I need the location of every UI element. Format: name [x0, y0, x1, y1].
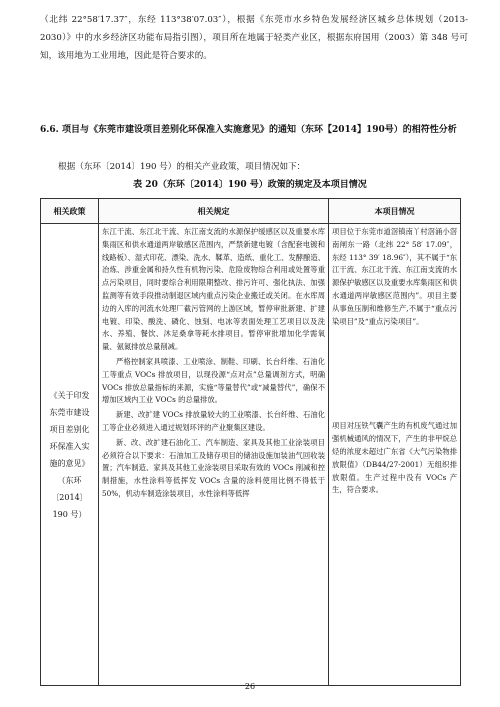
intro-text: （北纬 22°58′17.37″，东经 113°38′07.03″），根据《东莞市水乡特色发展经济区城乡总体规划（2013-2030）》中的水乡经济区功能布局指引图），项目所在地属于轻类产业区，根据东府国用（2003）第 348 号可知，该用地为工业用地，因此是符合要求的。: [40, 15, 468, 61]
lead-paragraph: [40, 158, 468, 176]
lead-text: 根据（东环〔2014〕190 号）的相关产业政策，项目情况如下：: [58, 162, 306, 172]
table-caption: 表 20（东环〔2014〕190 号）政策的规定及本项目情况: [133, 180, 367, 190]
regulation-item: 严格控制家具喷漆、工业喷涂、制鞋、印刷、长台纤维、石油化工等重点 VOCs 排放项目，以现役源“点对点”总量调剂方式，明确 VOCs 排放总量指标的来源，实施“等量替代”或“减量替代”，确保不增加区域内工业 VOCs 的总量排放。: [102, 356, 325, 405]
section-number: 6.6.: [40, 125, 59, 135]
policy-cell: [41, 224, 99, 686]
regulation-item: 新、改、改扩建石油化工、汽车制造、家具及其他工业涂装项目必须符合以下要求：石油加工及储存项目的储油设施加装油气回收装置；汽车制造、家具及其他工业涂装项目采取有效的 VOCs 削减和控制措施，水性涂料等低挥发 VOCs 含量的涂料使用比例不得低于 50%，机动车制造涂装项目，水性涂料等低挥: [102, 437, 325, 498]
table-row: [41, 224, 461, 686]
situation-cell: [329, 224, 461, 686]
section-title: 项目与《东莞市建设项目差别化环保准入实施意见》的通知（东环【2014】190号）的相符性分析: [61, 125, 457, 135]
header-policy: 相关政策: [41, 199, 99, 224]
regulation-item: 东江干流、东江北干流、东江南支流的水源保护缓感区以及重要水库集雨区和供水通道两岸敏感区范围内，严禁新建电镀（含配套电镀和线路板）、湿式印花、漂染、洗水、鞣革、造纸、重化工、发酵酿造、冶炼、涉重金属和持久性有机物污染、危险废物综合利用或处置等重点污染项目，同时要综合利用限期整改、排污许可、强化执法、加强监测等有效手段推动制退区域内重点污染企业搬迁或关闭。在水库周边的入库的河流水处理厂截污管网的上游区域，暂停审批新建、扩建电镀、印染、酸洗、磷化、蚀刻、电冰等表面处理工艺项目以及洗水、养殖、餐饮、沐足桑拿等耗水排项目。暂停审批增加化学需氧量、氨氮排放总量削减。: [102, 227, 325, 352]
situation-item: 项目对压铁气囊产生的有机废气通过加强机械通风的情况下，产生的非甲烷总烃的浓度未超过广东省《大气污染物排放限值》（DB44/27-2001）无组织排放限值。生产过程中没有 VOCs 产生，符合要求。: [332, 421, 457, 495]
section-heading: [40, 121, 468, 139]
situation-item: 项目位于东莞市道滘镇南丫村滘涌小滘南闸东一路（北纬 22° 58′ 17.09″，东经 113° 39′ 18.96″），其不属于“东江干流、东江北干流、东江南支流的水源保护敏感区以及重要水库集雨区和供水通道两岸敏感区范围内”。项目主要从事鱼压制和维修生产,不属于“重点污染项目”及“重点污染项目”。: [332, 227, 457, 326]
table-header-row: [41, 199, 461, 224]
header-situation: 本项目情况: [329, 199, 461, 224]
regulation-item: 新建、改扩建 VOCs 排放量较大的工业喷漆、长台纤维、石油化工等企业必须进入通过规划环评的产业聚集区建设。: [102, 410, 325, 432]
intro-paragraph: [40, 11, 468, 65]
regulation-cell: [99, 224, 329, 686]
page-number: 26: [244, 682, 256, 691]
policy-table: [40, 198, 461, 686]
header-regulation: 相关规定: [99, 199, 329, 224]
policy-name: 《关于印发东莞市建设项目差别化环保准入实施的意见》（东环〔2014〕190 号）: [49, 390, 90, 519]
